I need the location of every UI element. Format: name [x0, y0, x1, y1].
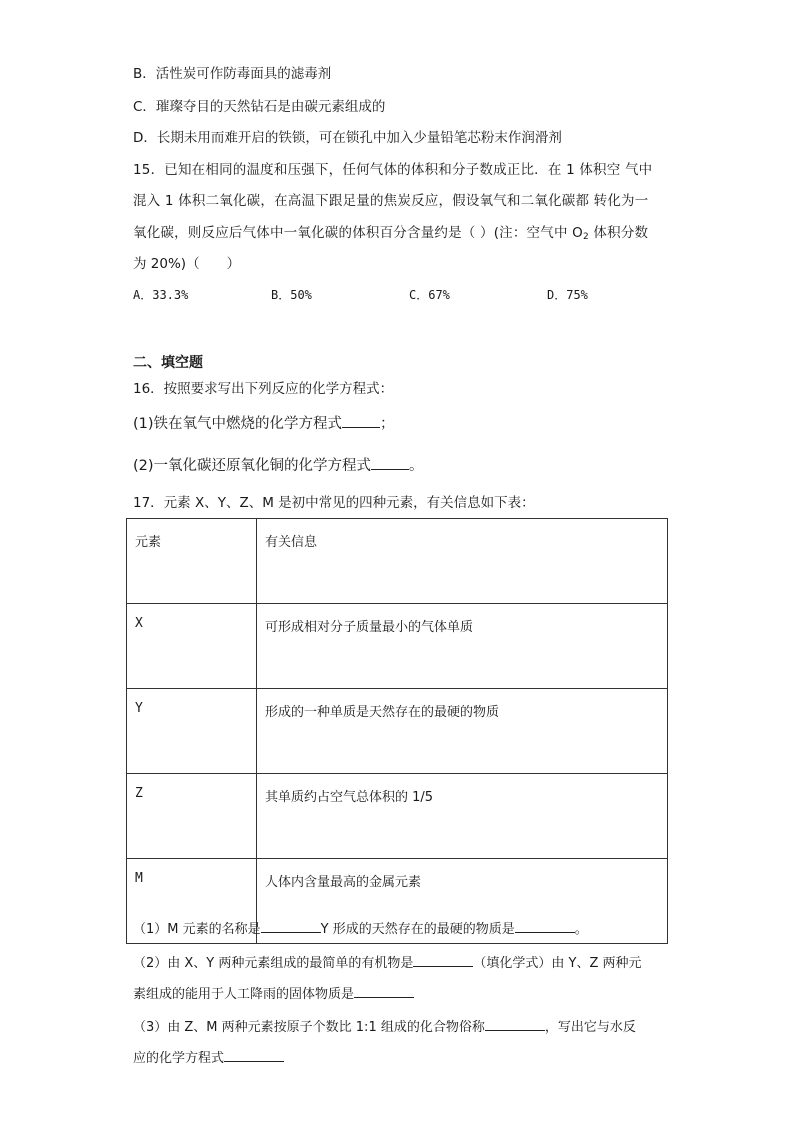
option-d: D．长期未用而难开启的铁锁，可在锁孔中加入少量铅笔芯粉末作润滑剂 [133, 130, 562, 146]
q17-sub1-end: 。 [574, 922, 588, 937]
q15-line4: 为 20%)（ ） [133, 256, 241, 272]
q16-stem: 16．按照要求写出下列反应的化学方程式： [133, 381, 394, 397]
table-row [127, 604, 668, 689]
q15-option-d: D．75% [547, 288, 588, 302]
q17-stem: 17．元素 X、Y、Z、M 是初中常见的四种元素，有关信息如下表： [133, 495, 535, 511]
q17-sub2-line2 [133, 983, 414, 1005]
q17-sub2 [133, 952, 642, 974]
q15-option-a: A．33.3% [133, 288, 189, 302]
q17-sub2-blank-2[interactable] [354, 983, 414, 998]
section-heading: 二、填空题 [133, 355, 203, 371]
q17-sub3-line2 [133, 1047, 284, 1069]
q17-sub2-text-2: （填化学式）由 Y、Z 两种元 [473, 956, 642, 971]
q16-part1-end: ； [380, 416, 395, 432]
table-cell-element: M [127, 859, 257, 944]
table-row [127, 774, 668, 859]
q17-sub3-blank-1[interactable] [485, 1016, 545, 1031]
table-cell-element: Y [127, 689, 257, 774]
q15-line3-text: 氧化碳，则反应后气体中一氧化碳的体积百分含量约是（ ）(注：空气中 O [133, 225, 583, 241]
q17-sub1-blank-2[interactable] [515, 918, 575, 933]
q16-part1-text: 铁在氧气中燃烧的化学方程式 [153, 416, 343, 432]
q17-sub1-blank-1[interactable] [261, 918, 321, 933]
q16-part2 [133, 455, 424, 476]
element-info-table [126, 518, 668, 944]
q16-part2-blank[interactable] [371, 455, 409, 470]
q17-sub3-blank-2[interactable] [224, 1047, 284, 1062]
q16-part2-end: 。 [409, 458, 424, 474]
option-c: C．璀璨夺目的天然钻石是由碳元素组成的 [133, 99, 386, 115]
q17-sub2-text: （2）由 X、Y 两种元素组成的最简单的有机物是 [133, 956, 414, 971]
table-row [127, 689, 668, 774]
table-cell-element: X [127, 604, 257, 689]
q16-part1-blank[interactable] [342, 413, 380, 428]
q15-option-b: B．50% [271, 288, 312, 302]
q17-sub2-blank-1[interactable] [413, 952, 473, 967]
q15-option-c: C．67% [409, 288, 450, 302]
table-cell-info: 形成的一种单质是天然存在的最硬的物质 [257, 689, 668, 774]
q17-sub3-line2-text: 应的化学方程式 [133, 1051, 225, 1066]
table-cell-info: 可形成相对分子质量最小的气体单质 [257, 604, 668, 689]
table-cell-info: 其单质约占空气总体积的 1/5 [257, 774, 668, 859]
q15-line2: 混入 1 体积二氧化碳，在高温下跟足量的焦炭反应，假设氧气和二氧化碳都 转化为一 [133, 193, 649, 209]
q15-line1: 15．已知在相同的温度和压强下，任何气体的体积和分子数成正比．在 1 体积空 气中 [133, 162, 653, 178]
table-header-row [127, 519, 668, 604]
q15-subscript: 2 [582, 232, 589, 242]
q16-part2-number: (2) [133, 458, 154, 474]
q16-part2-text: 一氧化碳还原氧化铜的化学方程式 [153, 458, 372, 474]
q16-part1 [133, 413, 395, 434]
table-cell-element: Z [127, 774, 257, 859]
table-header-cell: 元素 [127, 519, 257, 604]
table-header-cell: 有关信息 [257, 519, 668, 604]
q17-sub3-text-2: ，写出它与水反 [544, 1020, 636, 1035]
q17-sub3 [133, 1016, 636, 1038]
q16-part1-number: (1) [133, 416, 154, 432]
q17-sub3-text: （3）由 Z、M 两种元素按原子个数比 1:1 组成的化合物俗称 [133, 1020, 485, 1035]
option-b: B．活性炭可作防毒面具的滤毒剂 [133, 66, 332, 82]
q17-sub2-line2-text: 素组成的能用于人工降雨的固体物质是 [133, 987, 355, 1002]
q17-sub1-text: （1）M 元素的名称是 [133, 922, 261, 937]
table-cell-info: 人体内含量最高的金属元素 [257, 859, 668, 944]
q17-sub1 [133, 918, 588, 940]
q17-sub1-text-2: Y 形成的天然存在的最硬的物质是 [320, 922, 515, 937]
q15-line3 [133, 223, 648, 247]
q15-line3-rest: 体积分数 [588, 225, 649, 241]
